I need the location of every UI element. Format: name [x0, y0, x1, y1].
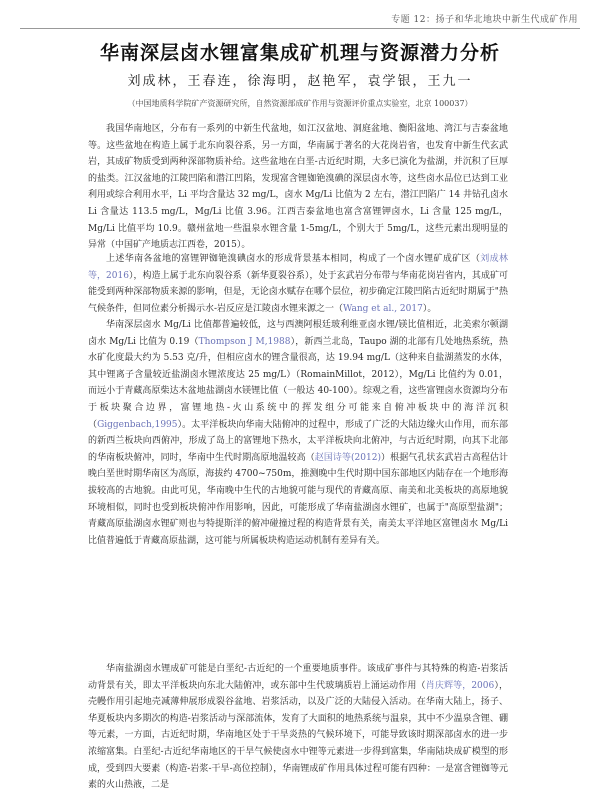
paragraph-3-text-b: ），新西兰北岛，Taupo 湖的北部有几处地热系统，热水矿化度最大约为 5.53 克/升，但相应卤水的锂含量很高，达 19.94 mg/L（这种来自盐湖蒸发的水体，其中锂离子含量较近盐湖卤水锂浓度达 25 mg/L）（RomainMillot，2012），Mg/Li 比值约为 0.01，而远小于青藏高原柴达木盆地盐湖卤水镁锂比值（一般达 40-100）。综观之看，这些富锂卤水资源均分布于板块聚合边界，富锂地热-火山系统中的挥发组分可能来自俯冲板块中的海洋沉积（	[88, 336, 508, 430]
paragraph-3-text-c: ）。太平洋板块向华南大陆俯冲的过程中，形成了广泛的大陆边缘火山作用，而东部的新西兰板块向西俯冲，形成了岛上的富锂地下热水，太平洋板块向北俯冲，与古近纪时期，向其下北部的华南板块俯冲，同时，华南中生代时期高原地温较高（	[88, 419, 508, 463]
paragraph-2-text-b: ），构造上属于北东向裂谷系（新华夏裂谷系），处于玄武岩分布带与华南花岗岩省内，其成矿可能受到两种深部物质来源的影响，但是，无论卤水赋存在哪个层位，初步确定江陵凹陷古近纪时期属于"热气候条件，但同位素分析揭示水-岩反应是江陵卤水锂来源之一（	[88, 270, 508, 314]
paragraph-3-text-d: ）根据气孔状玄武岩古高程估计晚白垩世时期华南区为高原，海拔约 4700~750m，推测晚中生代时期中国东部地区内陆存在一个地形海拔较高的古地貌。由此可见，华南晚中生代的古地貌可能与现代的青藏高原、南美和北美板块的高原地貌环境相似，同时也受到板块俯冲作用影响，因此，可能形成了华南盐湖卤水锂矿，也属于"高原型盐湖"；青藏高原盐湖卤水锂矿则也与特提斯洋的俯冲碰撞过程的构造背景有关，南美太平洋地区富锂卤水 Mg/Li 比值普遍低于青藏高原盐湖，这可能与所属板块构造运动机制有差异有关。	[88, 452, 508, 546]
citation-link[interactable]: Wang et al., 2017	[343, 303, 423, 314]
paragraph-1: 我国华南地区，分布有一系列的中新生代盆地，如江汉盆地、洞庭盆地、衡阳盆地、湾江与吉泰盆地等。这些盆地在构造上属于北东向裂谷系，另一方面，华南属于著名的大花岗岩省，也发育中新生代玄武岩，其成矿物质受到两种深部物质补给。这些盆地在白垩-古近纪时期，大多已演化为盐湖，并沉积了巨厚的盐类。江汉盆地的江陵凹陷和潜江凹陷，发现富含锂铷铯溴碘的深层卤水等，这些卤水品位已达到工业利用或综合利用水平，Li 平均含量达 32 mg/L，卤水 Mg/Li 比值为 2 左右，潜江凹陷广 14 井钻孔卤水 Li 含量达 113.5 mg/L，Mg/Li 比值 3.96。江西吉泰盆地也富含富锂钾卤水，Li 含量 125 mg/L，Mg/Li 比值平均 10.9。赣州盆地一些温泉水锂含量 1-5mg/L，个别大于 5mg/L，这些元素出现明显的异常（中国矿产地质志江西卷，2015）。	[88, 124, 508, 251]
citation-link[interactable]: 刘成林等，2016	[88, 254, 508, 281]
paper-title: 华南深层卤水锂富集成矿机理与资源潜力分析	[99, 42, 500, 64]
citation-link[interactable]: Giggenbach,1995	[97, 419, 178, 430]
paragraph-4	[88, 661, 508, 791]
affiliation: （中国地质科学院矿产资源研究所，自然资源部成矿作用与资源评价重点实验室，北京 100037）	[127, 99, 473, 108]
paragraph-3	[88, 317, 508, 661]
citation-link[interactable]: 赵国诗等(2012)	[314, 452, 381, 463]
paragraph-3-text-a: 华南深层卤水 Mg/Li 比值都普遍较低，这与西澳阿根廷玻利维亚卤水锂/镁比值相近，北美索尔顿湖卤水 Mg/Li 比值为 0.19（	[88, 320, 508, 347]
paragraph-2-text-c: ）。	[422, 303, 437, 314]
paragraph-2-text-a: 上述华南各盆地的富锂钾铷铯溴碘卤水的形成背景基本相同，构成了一个卤水锂矿成矿区（	[106, 254, 481, 264]
paragraph-4-text-a: 华南盐湖卤水锂成矿可能是白垩纪-古近纪的一个重要地质事件。该成矿事件与其特殊的构造-岩浆活动背景有关，即太平洋板块向东北大陆俯冲，或东部中生代玻璃质岩上涌运动作用（	[88, 664, 508, 691]
paper-body	[88, 121, 508, 791]
header-divider	[20, 28, 580, 29]
citation-link[interactable]: 肖庆辉等，2006	[425, 680, 495, 691]
paragraph-4-text-b: ），壳幔作用引起地壳减薄伸展形成裂谷盆地、岩浆活动，以及广泛的大陆侵入活动。在华南大陆上，扬子、华夏板块内多期次的构造-岩浆活动与深部流体，发育了大面积的地热系统与温泉，其中不少温泉含锂、硼等元素，一方面，古近纪时期，华南地区处于干旱炎热的气候环境下，可能导致该时期深部卤水的进一步浓缩富集。白垩纪-古近纪华南地区的干旱气候使卤水中锂等元素进一步得到富集，华南陆块成矿模型的形成，受到四大要素（构造-岩浆-干旱-高位控制），华南锂成矿作用具体过程可能有四种：一是富含锂铷等元素的火山热液，二是	[88, 680, 508, 791]
author-list: 刘成林，王春连，徐海明，赵艳军，袁学银，王九一	[127, 74, 473, 89]
running-header: 专题 12：扬子和华北地块中新生代成矿作用	[391, 15, 578, 25]
citation-link[interactable]: Thompson J M,1988	[198, 336, 291, 347]
paragraph-2	[88, 251, 508, 317]
